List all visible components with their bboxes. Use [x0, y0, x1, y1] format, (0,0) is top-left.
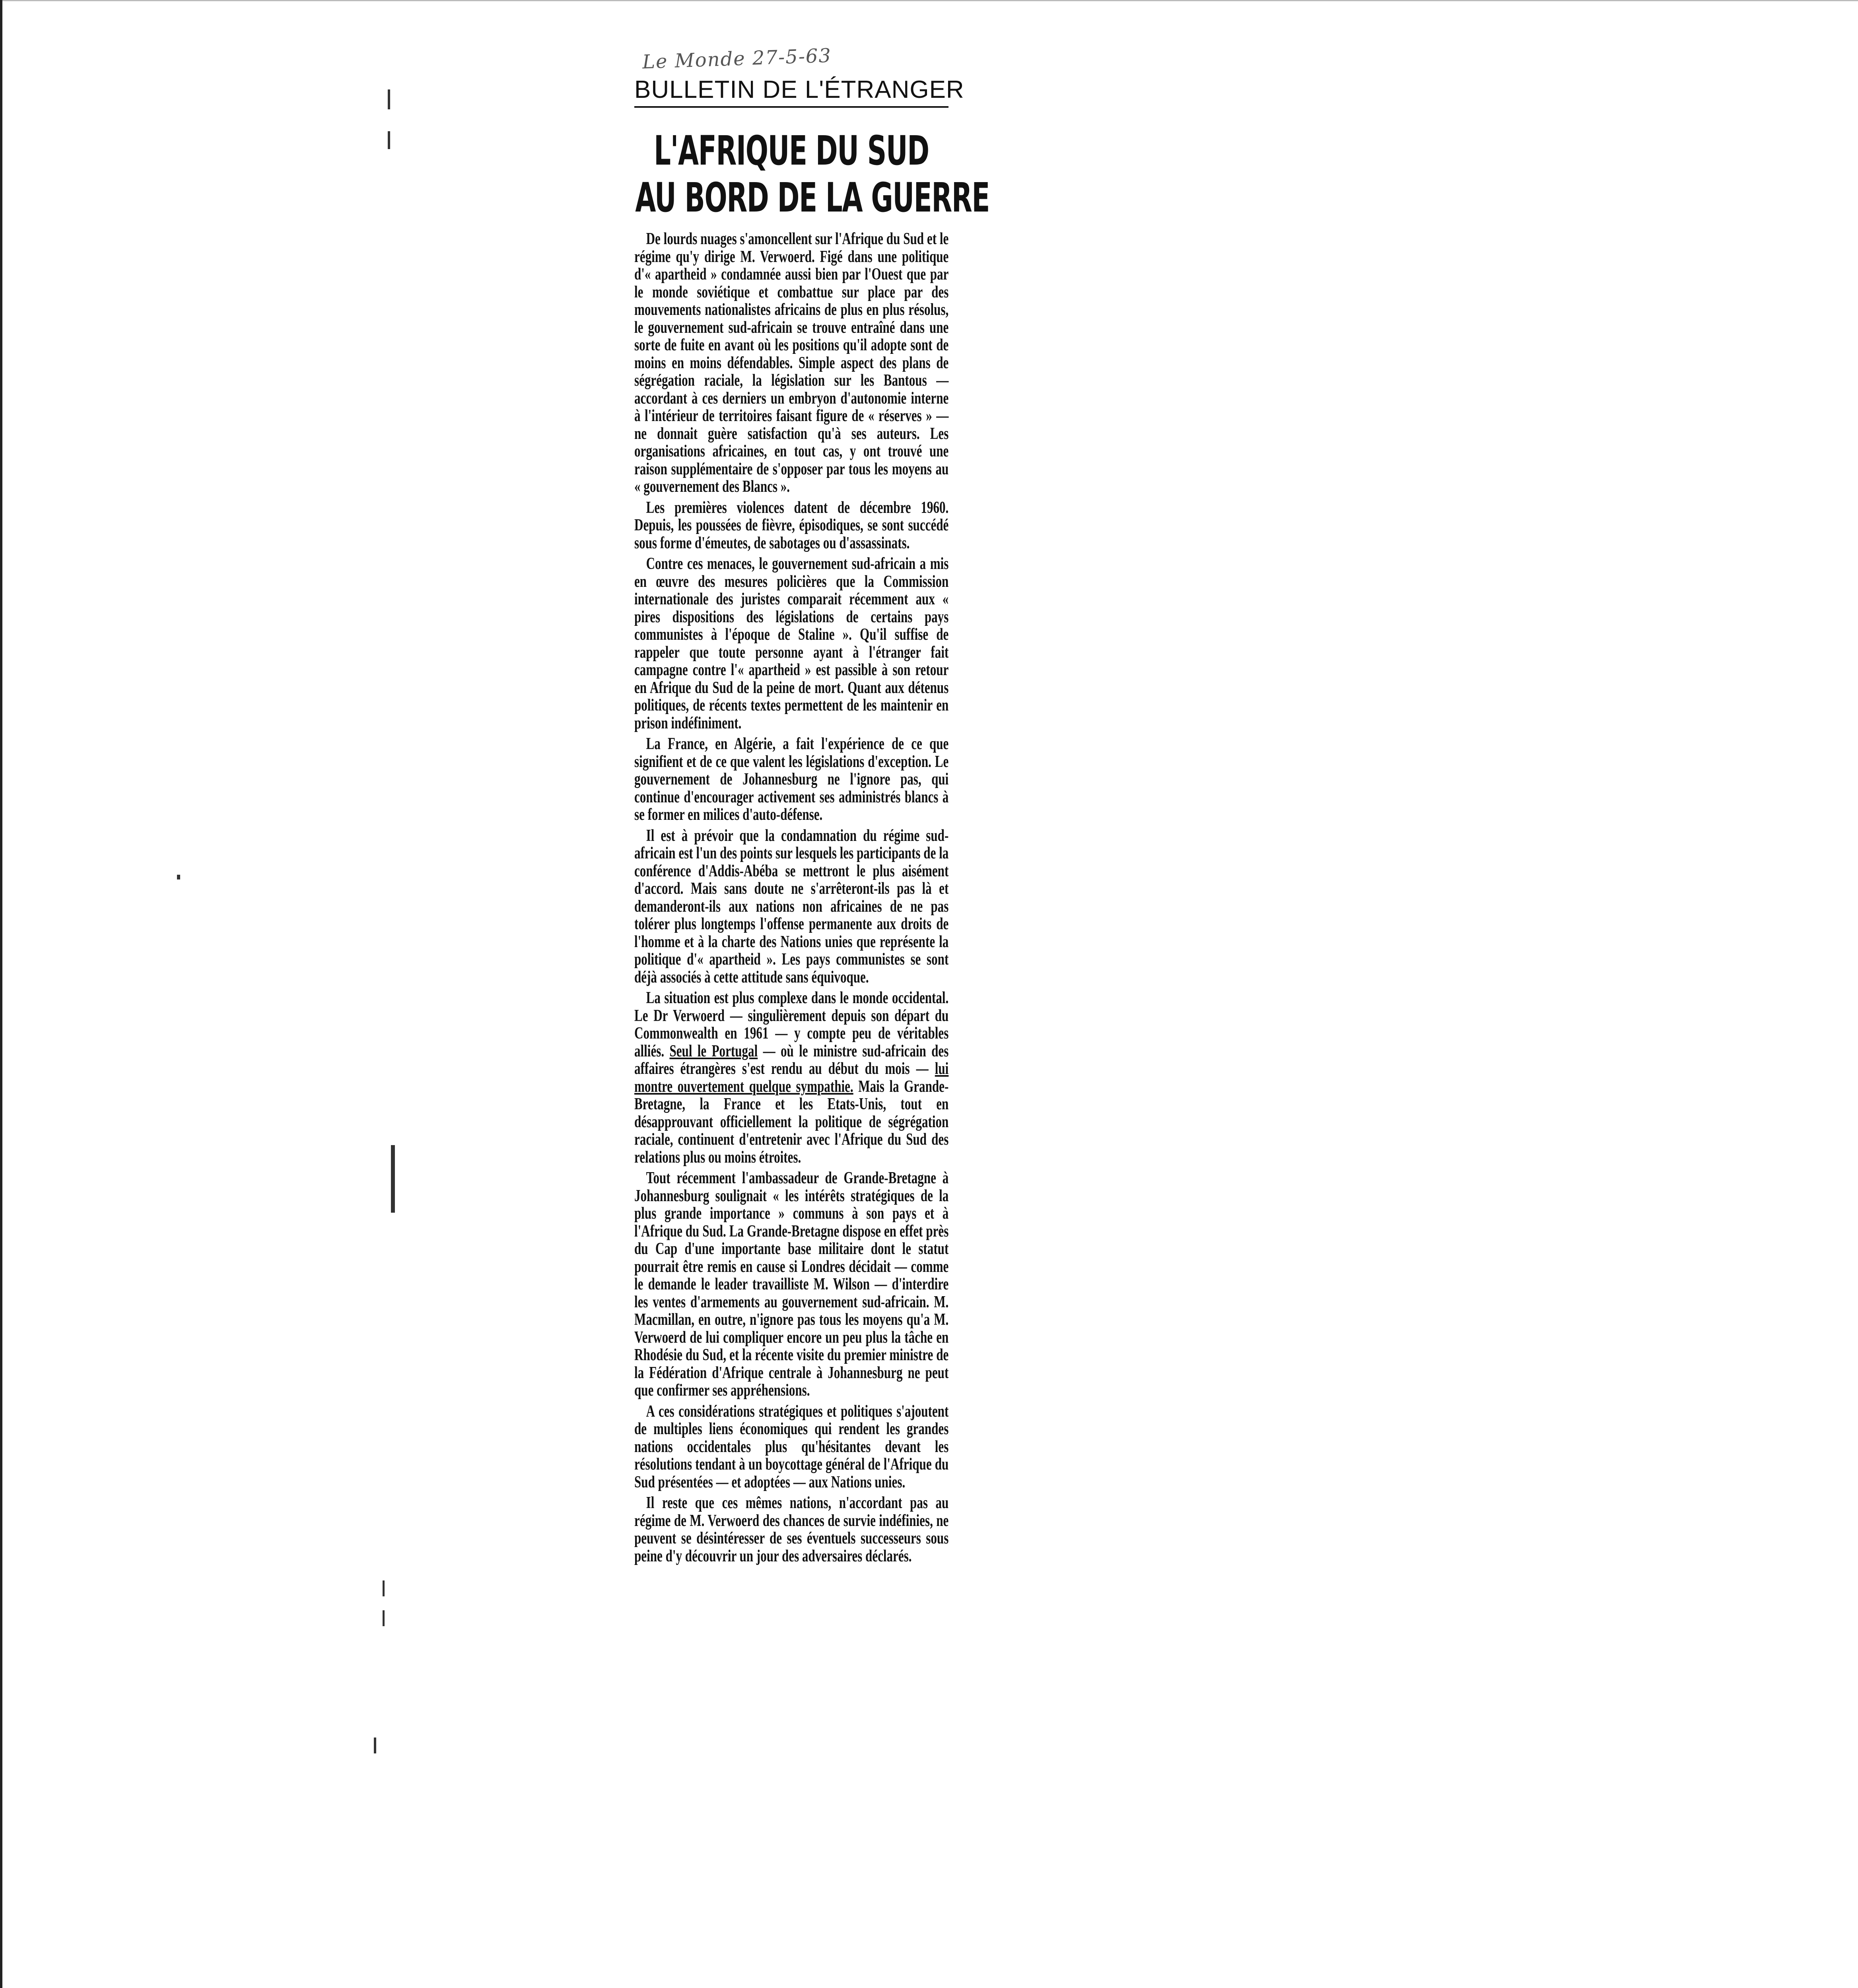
newspaper-clipping: [634, 44, 990, 1568]
scan-mark: [391, 1145, 395, 1213]
scan-mark: [388, 89, 390, 109]
article-body: [634, 230, 948, 1565]
paragraph: Tout récemment l'ambassadeur de Grande-Bretagne à Johannesburg soulignait « les intérêts stratégiques de la plus grande importance » communs à son pays et à l'Afrique du Sud. La Grande-Bretagne dispose en effet près du Cap d'une importante base militaire dont le statut pourrait être remis en cause si Londres décidait — comme le demande le leader travailliste M. Wilson — d'interdire les ventes d'armements au gouvernement sud-africain. M. Macmillan, en outre, n'ignore pas tous les moyens qu'a M. Verwoerd de lui compliquer encore un peu plus la tâche en Rhodésie du Sud, et la récente visite du premier ministre de la Fédération d'Afrique centrale à Johannesburg ne peut que confirmer ses appréhensions.: [634, 1169, 949, 1400]
scan-mark: [374, 1738, 376, 1753]
headline-line: L'AFRIQUE DU SUD: [654, 127, 929, 175]
underlined-text: Seul le Portugal: [669, 1042, 758, 1060]
paragraph: Les premières violences datent de décembre 1960. Depuis, les poussées de fièvre, épisodiques, se sont succédé sous forme d'émeutes, de sabotages ou d'assassinats.: [634, 498, 949, 552]
paragraph: Contre ces menaces, le gouvernement sud-africain a mis en œuvre des mesures policières que la Commission internationale des juristes comparait récemment aux « pires dispositions des législations de certains pays communistes à l'époque de Staline ». Qu'il suffise de rappeler que toute personne ayant à l'étranger fait campagne contre l'« apartheid » est passible à son retour en Afrique du Sud de la peine de mort. Quant aux détenus politiques, de récents textes permettent de les maintenir en prison indéfiniment.: [634, 555, 949, 732]
scan-mark: [388, 131, 390, 149]
paragraph: La France, en Algérie, a fait l'expérience de ce que signifient et de ce que valent les législations d'exception. Le gouvernement de Johannesburg ne l'ignore pas, qui continue d'encourager activement ses administrés blancs à se former en milices d'auto-défense.: [634, 735, 949, 824]
headline: [635, 127, 990, 221]
paragraph-text: Mais la Grande-Bretagne, la France et les Etats-Unis, tout en désapprouvant officiellement la politique de ségrégation raciale, continuent d'entretenir avec l'Afrique du Sud des relations plus ou moins étroites.: [634, 1077, 949, 1167]
paragraph: De lourds nuages s'amoncellent sur l'Afrique du Sud et le régime qu'y dirige M. Verwoerd. Figé dans une politique d'« apartheid » condamnée aussi bien par l'Ouest que par le monde soviétique et combattue sur place par des mouvements nationalistes africains de plus en plus résolus, le gouvernement sud-africain se trouve entraîné dans une sorte de fuite en avant où les positions qu'il adopte sont de moins en moins défendables. Simple aspect des plans de ségrégation raciale, la législation sur les Bantous — accordant à ces derniers un embryon d'autonomie interne à l'intérieur de territoires faisant figure de « réserves » — ne donnait guère satisfaction qu'à ses auteurs. Les organisations africaines, en tout cas, y ont trouvé une raison supplémentaire de s'opposer par tous les moyens au « gouvernement des Blancs ».: [634, 230, 949, 496]
scan-mark: [177, 875, 180, 879]
scan-top-edge: [0, 0, 1858, 1]
paragraph: Il est à prévoir que la condamnation du régime sud-africain est l'un des points sur lesquels les participants de la conférence d'Addis-Abéba se mettront le plus aisément d'accord. Mais sans doute ne s'arrêteront-ils pas là et demanderont-ils aux nations non africaines de ne pas tolérer plus longtemps l'offense permanente aux droits de l'homme et à la charte des Nations unies que représente la politique d'« apartheid ». Les pays communistes se sont déjà associés à cette attitude sans équivoque.: [634, 826, 949, 986]
section-rubric: BULLETIN DE L'ÉTRANGER: [634, 76, 948, 108]
paragraph-text: La situation est plus complexe dans le monde occidental. Le Dr Verwoerd — singulièrement depuis son départ du Commonwealth en 1961 — y compte peu de véritables alliés.: [634, 989, 949, 1060]
scan-mark: [383, 1580, 385, 1596]
paragraph: A ces considérations stratégiques et politiques s'ajoutent de multiples liens économiques qui rendent les grandes nations occidentales plus qu'hésitantes devant les résolutions tendant à un boycottage général de l'Afrique du Sud présentées — et adoptées — aux Nations unies.: [634, 1402, 949, 1491]
scan-mark: [383, 1610, 385, 1626]
headline-line: AU BORD DE LA GUERRE: [635, 174, 990, 221]
paragraph: Il reste que ces mêmes nations, n'accordant pas au régime de M. Verwoerd des chances de survie indéfinies, ne peuvent se désintéresser de ses éventuels successeurs sous peine d'y découvrir un jour des adversaires déclarés.: [634, 1494, 949, 1565]
underlined-text: lui montre ouvertement quelque sympathie.: [634, 1060, 949, 1096]
handwritten-note: Le Monde 27-5-63: [642, 44, 832, 74]
paragraph: [634, 989, 948, 1166]
scan-left-edge: [0, 0, 2, 1988]
paragraph-text: — où le ministre sud-africain des affaires étrangères s'est rendu au début du mois —: [634, 1042, 949, 1078]
